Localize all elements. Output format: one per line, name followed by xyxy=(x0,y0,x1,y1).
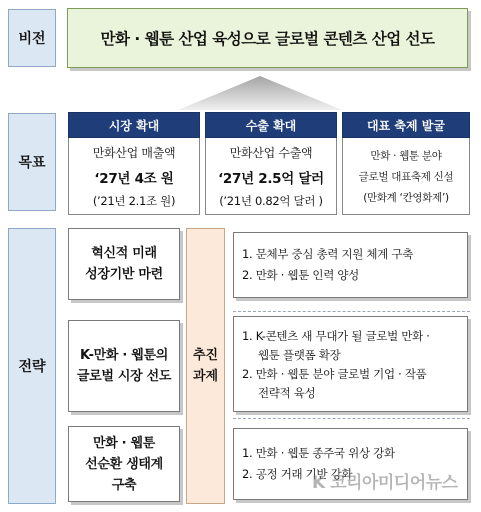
strategy-item-3 xyxy=(68,426,180,502)
task-group-2 xyxy=(233,316,468,412)
goal-export-header xyxy=(205,112,337,138)
goal-festival-line1: 만화 · 웹툰 분야 xyxy=(370,149,442,162)
strategy-1-line2: 성장기반 마련 xyxy=(85,267,163,282)
goals-label xyxy=(8,113,56,211)
divider xyxy=(233,311,470,312)
task-2-1-cont: 웹툰 플랫폼 확장 xyxy=(258,348,341,362)
strategy-1-line1: 혁신적 미래 xyxy=(91,246,157,261)
upward-arrow-icon xyxy=(170,72,350,112)
strategy-2-line1: K-만화 · 웹툰의 xyxy=(79,348,169,363)
goal-market-header xyxy=(68,112,200,138)
vision-label xyxy=(8,9,56,67)
goals-label-text: 목표 xyxy=(18,155,46,171)
strategy-item-1 xyxy=(68,228,180,300)
goal-export-title: 수출 확대 xyxy=(245,118,297,133)
goal-festival-line2: 글로벌 대표축제 신설 xyxy=(358,170,454,183)
watermark-text: K 코리아미디어뉴스 xyxy=(312,473,458,493)
divider xyxy=(233,418,470,419)
goal-festival-title: 대표 축제 발굴 xyxy=(367,118,445,133)
goal-market xyxy=(68,112,200,212)
task-1-1: 1. 문체부 중심 총력 지원 체계 구축 xyxy=(242,247,414,261)
strategy-item-2 xyxy=(68,320,180,412)
strategy-label-text: 전략 xyxy=(18,359,46,375)
goal-market-line2: ‘27년 4조 원 xyxy=(94,170,174,187)
goal-market-title: 시장 확대 xyxy=(108,118,160,133)
goal-export-line3: (’21년 0.82억 달러 ) xyxy=(219,193,323,208)
goal-export-line1: 만화산업 수출액 xyxy=(229,145,313,160)
watermark xyxy=(312,468,457,493)
task-group-1 xyxy=(233,232,468,298)
goal-export-body xyxy=(205,138,337,215)
goal-market-line1: 만화산업 매출액 xyxy=(92,145,176,160)
task-3-1: 1. 만화 · 웹툰 종주국 위상 강화 xyxy=(242,446,395,460)
goal-market-line3: (’21년 2.1조 원) xyxy=(92,193,176,208)
tasks-label-line2: 과제 xyxy=(192,369,219,384)
goal-festival-body xyxy=(342,138,470,215)
vision-text: 만화 · 웹툰 산업 육성으로 글로벌 콘텐츠 산업 선도 xyxy=(100,30,435,48)
task-2-2: 2. 만화 · 웹툰 분야 글로벌 기업 · 작품 xyxy=(242,367,427,381)
strategy-2-line2: 글로벌 시장 선도 xyxy=(76,369,172,384)
goal-export-line2: ‘27년 2.5억 달러 xyxy=(218,170,324,187)
goal-market-body xyxy=(68,138,200,215)
task-2-1: 1. K-콘텐츠 새 무대가 될 글로벌 만화 · xyxy=(242,329,430,343)
tasks-label xyxy=(186,228,225,504)
tasks-label-line1: 추진 xyxy=(192,348,219,363)
goal-festival-line3: (만화계 ‘칸영화제’) xyxy=(363,191,449,204)
goal-festival-header xyxy=(342,112,470,138)
strategy-3-line1: 만화 · 웹툰 xyxy=(92,435,156,451)
goal-export xyxy=(205,112,337,212)
task-1-2: 2. 만화 · 웹툰 인력 양성 xyxy=(242,268,359,282)
goal-festival xyxy=(342,112,470,212)
strategy-3-line2: 선순환 생태계 xyxy=(85,456,163,472)
strategy-3-line3: 구축 xyxy=(111,477,137,493)
vision-statement xyxy=(67,8,468,68)
task-2-2-cont: 전략적 육성 xyxy=(258,386,316,400)
strategy-label xyxy=(8,228,56,504)
vision-label-text: 비전 xyxy=(18,31,46,47)
task-3-2: 2. 공정 거래 기반 강화 xyxy=(242,467,353,481)
